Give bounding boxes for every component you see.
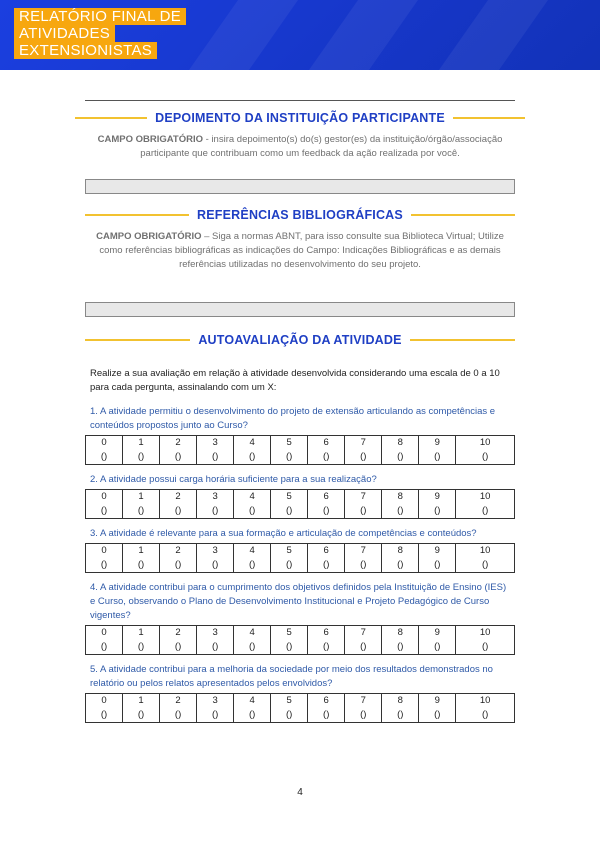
instruction-referencias: [85, 230, 515, 272]
scale-value: 4: [234, 694, 271, 709]
scale-mark-cell[interactable]: (): [345, 708, 382, 723]
scale-value: 6: [308, 694, 345, 709]
scale-mark-cell[interactable]: (): [382, 640, 419, 655]
scale-mark-cell[interactable]: (): [271, 708, 308, 723]
scale-value: 3: [197, 544, 234, 559]
title-line-3: EXTENSIONISTAS: [14, 42, 157, 59]
scale-mark-cell[interactable]: (): [123, 504, 160, 519]
scale-value: 1: [123, 436, 160, 451]
rating-scale-table: [85, 489, 515, 519]
scale-mark-cell[interactable]: (): [456, 504, 515, 519]
scale-value: 2: [160, 694, 197, 709]
scale-value: 8: [382, 490, 419, 505]
instruction-depoimento: [85, 133, 515, 161]
scale-value: 10: [456, 626, 515, 641]
scale-value: 2: [160, 436, 197, 451]
title-line-2: ATIVIDADES: [14, 25, 115, 42]
title-line-1: RELATÓRIO FINAL DE: [14, 8, 186, 25]
scale-mark-cell[interactable]: (): [345, 504, 382, 519]
scale-value: 5: [271, 490, 308, 505]
scale-value: 3: [197, 694, 234, 709]
scale-value: 3: [197, 436, 234, 451]
scale-mark-cell[interactable]: (): [160, 504, 197, 519]
scale-value: 9: [419, 490, 456, 505]
scale-mark-cell[interactable]: (): [197, 708, 234, 723]
page-header: [0, 0, 600, 70]
required-label: CAMPO OBRIGATÓRIO: [97, 134, 203, 145]
scale-value: 9: [419, 626, 456, 641]
scale-value: 2: [160, 490, 197, 505]
scale-mark-cell[interactable]: (): [382, 450, 419, 465]
instruction-text: – Siga a normas ABNT, para isso consulte sua Biblioteca Virtual; Utilize como referências bibliográficas as indicações do Campo: Indicações Bibliográficas e as demais referências utilizadas no desenvolvimento do seu projeto.: [99, 231, 504, 270]
instruction-text: - insira depoimento(s) do(s) gestor(es) da instituição/órgão/associação participante que contribuam como um feedback da ação realizada por você.: [140, 134, 503, 159]
scale-mark-cell[interactable]: (): [234, 708, 271, 723]
section-heading-depoimento: [85, 111, 515, 125]
scale-value: 7: [345, 544, 382, 559]
scale-value: 0: [86, 490, 123, 505]
scale-mark-cell[interactable]: (): [308, 640, 345, 655]
page-number: 4: [297, 787, 303, 798]
scale-mark-cell[interactable]: (): [308, 558, 345, 573]
rating-scale-table: [85, 543, 515, 573]
section-heading-autoavaliacao: [85, 333, 515, 347]
scale-mark-cell[interactable]: (): [234, 504, 271, 519]
scale-value: 0: [86, 626, 123, 641]
scale-value: 2: [160, 626, 197, 641]
scale-value: 8: [382, 626, 419, 641]
scale-value: 0: [86, 694, 123, 709]
scale-value: 6: [308, 490, 345, 505]
scale-value: 6: [308, 626, 345, 641]
scale-value: 9: [419, 436, 456, 451]
scale-value: 4: [234, 436, 271, 451]
rating-scale-table: [85, 625, 515, 655]
scale-value: 10: [456, 544, 515, 559]
scale-mark-cell[interactable]: (): [234, 640, 271, 655]
section-title-referencias: REFERÊNCIAS BIBLIOGRÁFICAS: [197, 208, 403, 222]
scale-mark-cell[interactable]: (): [345, 558, 382, 573]
scale-value: 4: [234, 490, 271, 505]
scale-value: 5: [271, 626, 308, 641]
section-title-autoavaliacao: AUTOAVALIAÇÃO DA ATIVIDADE: [198, 333, 402, 347]
scale-mark-cell[interactable]: (): [86, 640, 123, 655]
report-title: [14, 8, 186, 59]
question-text: 5. A atividade contribui para a melhoria da sociedade por meio dos resultados demonstrados no relatório ou pelos relatos apresentados pelos envolvidos?: [90, 664, 493, 689]
question-text: 3. A atividade é relevante para a sua formação e articulação de competências e conteúdos?: [90, 528, 477, 539]
section-title-depoimento: DEPOIMENTO DA INSTITUIÇÃO PARTICIPANTE: [155, 111, 445, 125]
scale-value: 2: [160, 544, 197, 559]
scale-value: 7: [345, 694, 382, 709]
scale-mark-cell[interactable]: (): [234, 558, 271, 573]
scale-value: 0: [86, 544, 123, 559]
scale-mark-cell[interactable]: (): [456, 640, 515, 655]
heading-rule-right: [410, 339, 515, 341]
scale-mark-cell[interactable]: (): [160, 558, 197, 573]
scale-mark-cell[interactable]: (): [86, 558, 123, 573]
scale-mark-cell[interactable]: (): [197, 640, 234, 655]
scale-value: 5: [271, 694, 308, 709]
scale-mark-cell[interactable]: (): [86, 450, 123, 465]
scale-mark-cell[interactable]: (): [308, 708, 345, 723]
scale-mark-cell[interactable]: (): [160, 640, 197, 655]
scale-mark-cell[interactable]: (): [197, 450, 234, 465]
scale-mark-cell[interactable]: (): [345, 450, 382, 465]
scale-mark-cell[interactable]: (): [308, 504, 345, 519]
question-text: 2. A atividade possui carga horária suficiente para a sua realização?: [90, 474, 377, 485]
scale-value: 3: [197, 490, 234, 505]
required-label: CAMPO OBRIGATÓRIO: [96, 231, 202, 242]
scale-mark-cell[interactable]: (): [197, 504, 234, 519]
scale-value: 10: [456, 694, 515, 709]
question-text: 1. A atividade permitiu o desenvolvimento do projeto de extensão articulando as competências e conteúdos propostos junto ao Curso?: [90, 406, 496, 431]
scale-mark-cell[interactable]: (): [419, 504, 456, 519]
scale-value: 1: [123, 694, 160, 709]
rating-scale-table: [85, 693, 515, 723]
scale-value: 8: [382, 544, 419, 559]
referencias-input-field[interactable]: [85, 302, 515, 317]
scale-value: 10: [456, 490, 515, 505]
depoimento-input-field[interactable]: [85, 179, 515, 194]
scale-mark-cell[interactable]: (): [456, 708, 515, 723]
scale-mark-cell[interactable]: (): [271, 450, 308, 465]
scale-value: 1: [123, 544, 160, 559]
scale-mark-cell[interactable]: (): [123, 640, 160, 655]
scale-value: 1: [123, 490, 160, 505]
scale-value: 9: [419, 544, 456, 559]
question-text: 4. A atividade contribui para o cumprimento dos objetivos definidos pela Instituição de Ensino (IES) e Curso, observando o Plano de Desenvolvimento Institucional e Projeto Pedagógico de Curso vigentes?: [90, 582, 507, 621]
scale-mark-cell[interactable]: (): [345, 640, 382, 655]
scale-mark-cell[interactable]: (): [86, 708, 123, 723]
section-heading-referencias: [85, 208, 515, 222]
scale-value: 5: [271, 544, 308, 559]
scale-mark-cell[interactable]: (): [419, 450, 456, 465]
scale-value: 8: [382, 436, 419, 451]
scale-mark-cell[interactable]: (): [271, 558, 308, 573]
scale-mark-cell[interactable]: (): [419, 558, 456, 573]
scale-mark-cell[interactable]: (): [456, 450, 515, 465]
scale-mark-cell[interactable]: (): [456, 558, 515, 573]
heading-rule-left: [75, 117, 147, 119]
scale-mark-cell[interactable]: (): [382, 558, 419, 573]
heading-rule-left: [85, 339, 190, 341]
scale-mark-cell[interactable]: (): [271, 640, 308, 655]
scale-value: 9: [419, 694, 456, 709]
scale-value: 8: [382, 694, 419, 709]
scale-value: 3: [197, 626, 234, 641]
scale-value: 6: [308, 544, 345, 559]
scale-mark-cell[interactable]: (): [382, 708, 419, 723]
scale-mark-cell[interactable]: (): [419, 708, 456, 723]
scale-mark-cell[interactable]: (): [123, 450, 160, 465]
scale-mark-cell[interactable]: (): [271, 504, 308, 519]
scale-mark-cell[interactable]: (): [123, 708, 160, 723]
scale-mark-cell[interactable]: (): [419, 640, 456, 655]
scale-mark-cell[interactable]: (): [197, 558, 234, 573]
scale-value: 7: [345, 490, 382, 505]
scale-mark-cell[interactable]: (): [160, 450, 197, 465]
scale-mark-cell[interactable]: (): [160, 708, 197, 723]
scale-mark-cell[interactable]: (): [234, 450, 271, 465]
scale-value: 0: [86, 436, 123, 451]
evaluation-instructions: Realize a sua avaliação em relação à atividade desenvolvida considerando uma escala de 0 a 10 para cada pergunta, assinalando com um X:: [90, 368, 500, 393]
scale-mark-cell[interactable]: (): [308, 450, 345, 465]
heading-rule-left: [85, 214, 189, 216]
scale-mark-cell[interactable]: (): [123, 558, 160, 573]
scale-mark-cell[interactable]: (): [86, 504, 123, 519]
rating-scale-table: [85, 435, 515, 465]
top-divider: [85, 100, 515, 101]
scale-value: 4: [234, 626, 271, 641]
heading-rule-right: [411, 214, 515, 216]
page-content: [85, 100, 515, 731]
scale-value: 7: [345, 436, 382, 451]
scale-mark-cell[interactable]: (): [382, 504, 419, 519]
scale-value: 10: [456, 436, 515, 451]
scale-value: 1: [123, 626, 160, 641]
scale-value: 6: [308, 436, 345, 451]
evaluation-questions: [85, 405, 515, 723]
scale-value: 7: [345, 626, 382, 641]
heading-rule-right: [453, 117, 525, 119]
scale-value: 5: [271, 436, 308, 451]
scale-value: 4: [234, 544, 271, 559]
